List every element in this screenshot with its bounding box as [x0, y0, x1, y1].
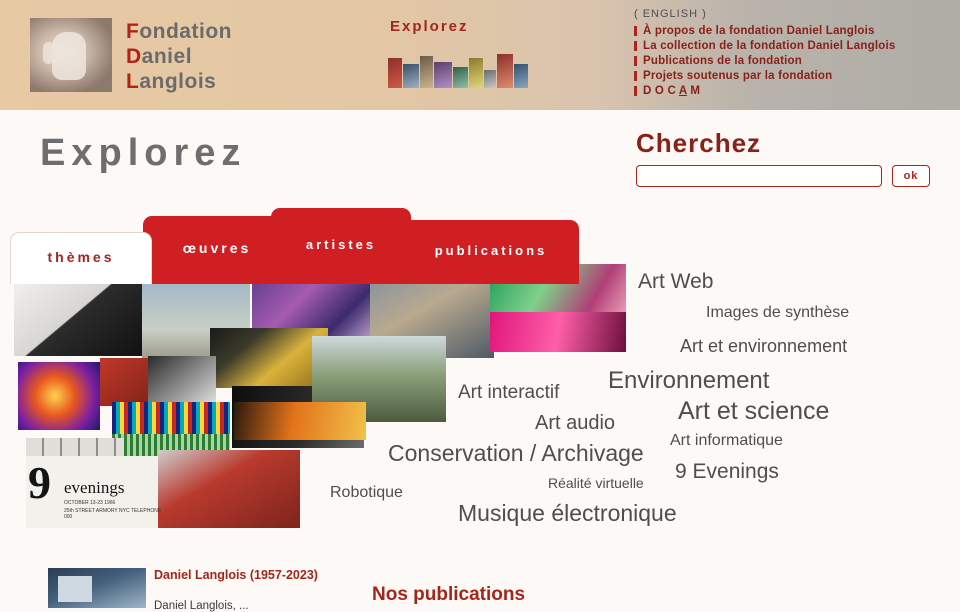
hand-icon — [52, 32, 86, 80]
tab-publications[interactable] — [403, 220, 579, 284]
collage-image-figure-yellow[interactable] — [210, 328, 328, 388]
nav-link-projets[interactable]: Projets soutenus par la fondation — [643, 70, 833, 82]
nav-item-publications[interactable] — [634, 55, 895, 67]
news-thumbnail[interactable] — [48, 568, 146, 608]
logo-line-2-rest: aniel — [141, 44, 193, 68]
search-row — [636, 165, 930, 187]
keyword-art-web[interactable]: Art Web — [638, 270, 714, 293]
keyword-environnement[interactable]: Environnement — [608, 367, 770, 394]
nav-item-apropos[interactable] — [634, 25, 895, 37]
tab-themes[interactable] — [10, 232, 152, 284]
site-header — [0, 0, 960, 110]
logo-line-2 — [126, 45, 232, 70]
logo-line-3-cap: L — [126, 69, 140, 93]
nav-item-projets[interactable] — [634, 70, 895, 82]
keyword-robotique[interactable]: Robotique — [330, 484, 403, 501]
keyword-art-et-science[interactable]: Art et science — [678, 397, 830, 425]
logo-wordmark — [126, 18, 232, 94]
language-toggle[interactable]: ( ENGLISH ) — [634, 8, 707, 20]
header-thumb — [469, 58, 483, 88]
nav-link-publications[interactable]: Publications de la fondation — [643, 55, 802, 67]
header-nav — [634, 8, 895, 100]
collage-image-9evenings-poster[interactable] — [26, 456, 160, 528]
poster-word: evenings — [64, 478, 125, 497]
poster-numeral: 9 — [28, 457, 51, 508]
keyword-cloud — [320, 262, 960, 542]
logo-line-3-rest: anglois — [139, 69, 217, 93]
nav-link-docam[interactable] — [643, 85, 700, 97]
tab-themes-label: thèmes — [47, 248, 115, 265]
bullet-icon — [634, 26, 637, 36]
publications-heading[interactable]: Nos publications — [372, 584, 526, 605]
news-title[interactable]: Daniel Langlois (1957-2023) — [154, 568, 318, 582]
tab-oeuvres[interactable] — [143, 216, 291, 284]
keyword-art-informatique[interactable]: Art informatique — [670, 432, 783, 449]
header-thumb — [453, 67, 468, 88]
header-thumb — [388, 58, 402, 88]
header-thumb — [497, 54, 513, 88]
docam-pre: D O C — [643, 85, 679, 97]
site-logo[interactable] — [30, 18, 232, 94]
logo-line-1-cap: F — [126, 20, 140, 43]
bullet-icon — [634, 71, 637, 81]
logo-line-3 — [126, 70, 232, 95]
search-block — [636, 128, 930, 187]
docam-underlined: A — [678, 85, 688, 97]
keyword-9-evenings[interactable]: 9 Evenings — [675, 460, 779, 483]
logo-line-2-cap: D — [126, 44, 142, 68]
logo-image — [30, 18, 112, 92]
docam-post: M — [687, 85, 701, 97]
keyword-musique-electronique[interactable]: Musique électronique — [458, 500, 677, 526]
search-heading: Cherchez — [636, 128, 762, 158]
keyword-art-audio[interactable]: Art audio — [535, 412, 616, 434]
header-explorez-label[interactable]: Explorez — [390, 18, 469, 35]
poster-subline: OCTOBER 13-23 1966 — [64, 500, 116, 506]
keyword-art-et-environnement[interactable]: Art et environnement — [680, 336, 848, 356]
logo-line-1-rest: ondation — [139, 20, 232, 43]
header-thumb — [484, 70, 496, 88]
keyword-realite-virtuelle[interactable]: Réalité virtuelle — [548, 475, 644, 491]
header-thumb — [403, 64, 419, 88]
tab-publications-label: publications — [434, 242, 548, 258]
search-submit-button[interactable]: ok — [892, 165, 930, 187]
header-thumb — [434, 62, 452, 88]
tab-artistes[interactable] — [271, 208, 411, 284]
news-subtitle: Daniel Langlois, ... — [154, 600, 249, 612]
page-title: Explorez — [40, 132, 247, 174]
collage-image-heatmap[interactable] — [18, 362, 100, 430]
keyword-art-interactif[interactable]: Art interactif — [458, 382, 560, 403]
nav-list — [634, 25, 895, 97]
poster-address: 25th STREET ARMORY NYC TELEPHONE 000 — [64, 508, 162, 520]
collage-image-red-machine[interactable] — [158, 450, 300, 528]
logo-line-1 — [126, 20, 232, 45]
header-thumb — [514, 64, 528, 88]
news-thumbnail-inner — [58, 576, 92, 602]
nav-link-collection[interactable]: La collection de la fondation Daniel Langlois — [643, 40, 896, 52]
collage-image-piano[interactable] — [14, 284, 142, 356]
bullet-icon — [634, 56, 637, 66]
bullet-icon — [634, 41, 637, 51]
bottom-section — [0, 560, 960, 612]
search-input[interactable] — [636, 165, 882, 187]
tab-oeuvres-label: œuvres — [182, 240, 252, 256]
nav-link-apropos[interactable]: À propos de la fondation Daniel Langlois — [643, 25, 875, 37]
collage-image-bw-portrait[interactable] — [148, 356, 216, 408]
bullet-icon — [634, 86, 637, 96]
header-thumbnail-strip[interactable] — [388, 43, 530, 88]
nav-item-docam[interactable] — [634, 85, 895, 97]
keyword-images-de-synthese[interactable]: Images de synthèse — [706, 304, 850, 321]
keyword-conservation-archivage[interactable]: Conservation / Archivage — [388, 440, 644, 466]
header-thumb — [420, 56, 433, 88]
tab-artistes-label: artistes — [305, 236, 377, 252]
nav-item-collection[interactable] — [634, 40, 895, 52]
